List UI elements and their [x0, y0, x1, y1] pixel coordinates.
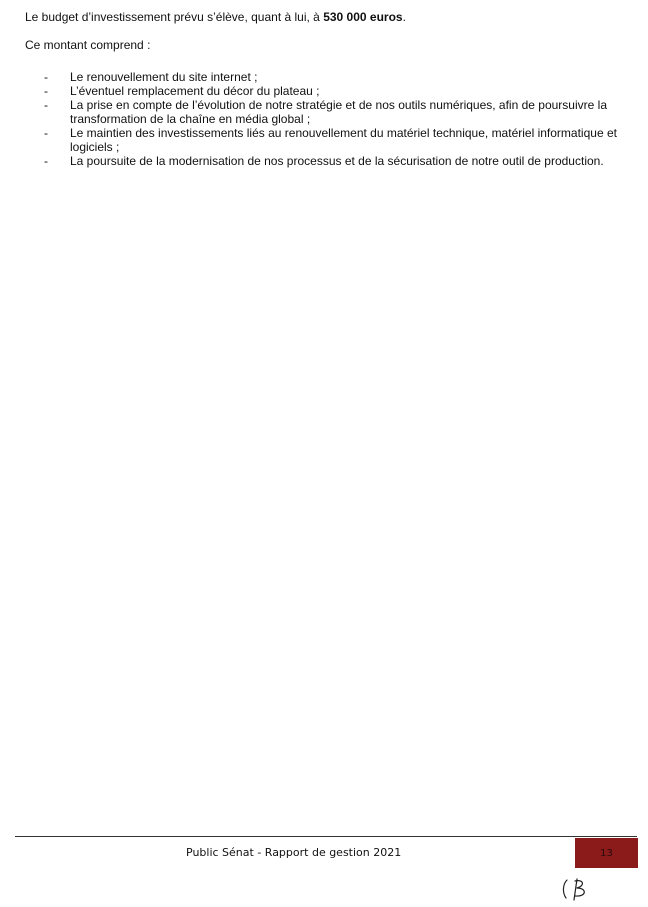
footer-divider: [15, 836, 637, 837]
list-item-text: Le maintien des investissements liés au renouvellement du matériel technique, matériel informatique et logiciels ;: [70, 126, 617, 154]
page-number-badge: [575, 838, 638, 868]
list-dash: -: [44, 70, 48, 84]
budget-text-suffix: .: [402, 10, 406, 24]
list-item: [25, 126, 635, 154]
investment-list: [25, 70, 635, 168]
handwritten-initials-signature: [560, 876, 596, 902]
intro-paragraph: Ce montant comprend :: [25, 38, 151, 52]
page-number: 13: [600, 847, 613, 859]
footer-title: Public Sénat - Rapport de gestion 2021: [186, 846, 402, 859]
document-body: [25, 10, 635, 168]
list-item: [25, 98, 635, 126]
list-dash: -: [44, 84, 48, 98]
list-item-text: L’éventuel remplacement du décor du plateau ;: [70, 84, 320, 98]
list-item-text: La prise en compte de l’évolution de notre stratégie et de nos outils numériques, afin de poursuivre la transformation de la chaîne en média global ;: [70, 98, 607, 126]
budget-text-prefix: Le budget d’investissement prévu s’élève, quant à lui, à: [25, 10, 324, 24]
list-item: [25, 70, 635, 84]
list-dash: -: [44, 154, 48, 168]
list-item: [25, 154, 635, 168]
budget-amount: 530 000 euros: [323, 10, 403, 24]
list-dash: -: [44, 98, 48, 112]
list-item-text: La poursuite de la modernisation de nos processus et de la sécurisation de notre outil de production.: [70, 154, 604, 168]
list-dash: -: [44, 126, 48, 140]
budget-paragraph: [25, 10, 635, 24]
list-item-text: Le renouvellement du site internet ;: [70, 70, 258, 84]
list-item: [25, 84, 635, 98]
